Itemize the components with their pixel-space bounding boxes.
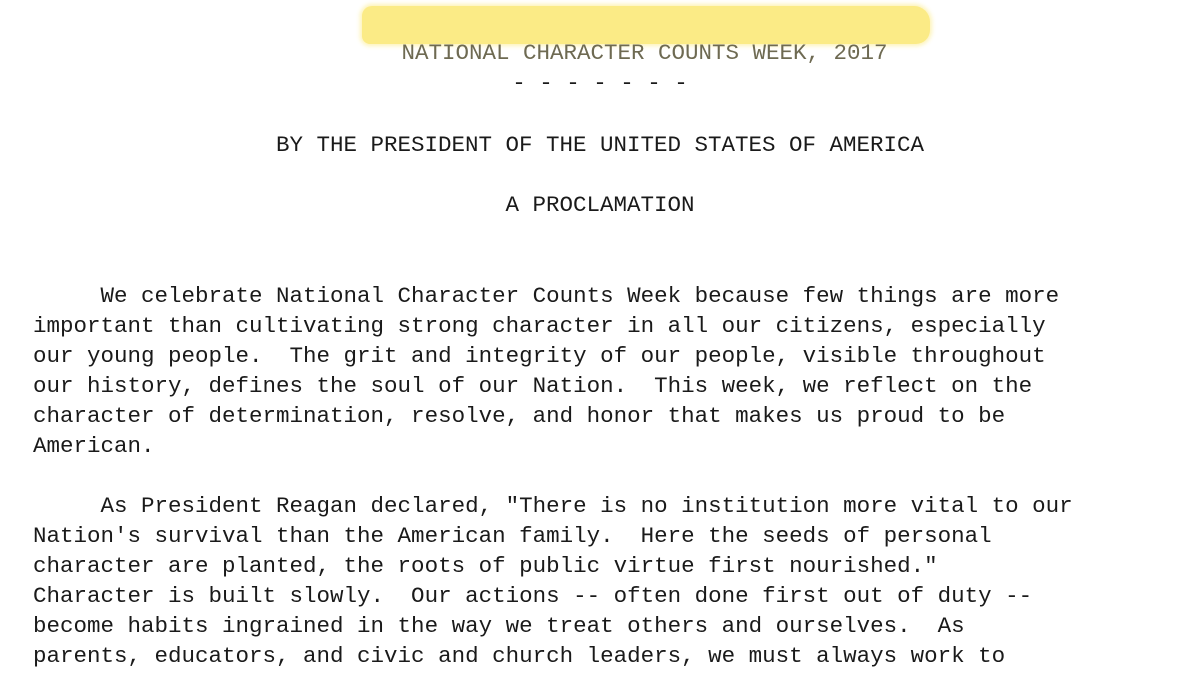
paragraph-line: American. <box>33 433 155 459</box>
byline: BY THE PRESIDENT OF THE UNITED STATES OF AMERICA <box>275 132 925 158</box>
paragraph-line: parents, educators, and civic and church leaders, we must always work to <box>33 643 1006 669</box>
paragraph-line: character of determination, resolve, and honor that makes us proud to be <box>33 403 1006 429</box>
paragraph-line: character are planted, the roots of public virtue first nourished." <box>33 553 938 579</box>
document-title: NATIONAL CHARACTER COUNTS WEEK, 2017 <box>401 40 888 66</box>
paragraph-line: Character is built slowly. Our actions -- often done first out of duty -- <box>33 583 1033 609</box>
paragraph-line: our young people. The grit and integrity of our people, visible throughout <box>33 343 1046 369</box>
proclamation-heading: A PROCLAMATION <box>505 192 695 218</box>
paragraph-line: Nation's survival than the American family. Here the seeds of personal <box>33 523 992 549</box>
paragraph-line: As President Reagan declared, "There is no institution more vital to our <box>33 493 1073 519</box>
paragraph-line: become habits ingrained in the way we treat others and ourselves. As <box>33 613 965 639</box>
paragraph-line: our history, defines the soul of our Nation. This week, we reflect on the <box>33 373 1033 399</box>
paragraph-line: important than cultivating strong character in all our citizens, especially <box>33 313 1046 339</box>
separator: - - - - - - - <box>512 70 688 96</box>
paragraph-line: We celebrate National Character Counts Week because few things are more <box>33 283 1060 309</box>
